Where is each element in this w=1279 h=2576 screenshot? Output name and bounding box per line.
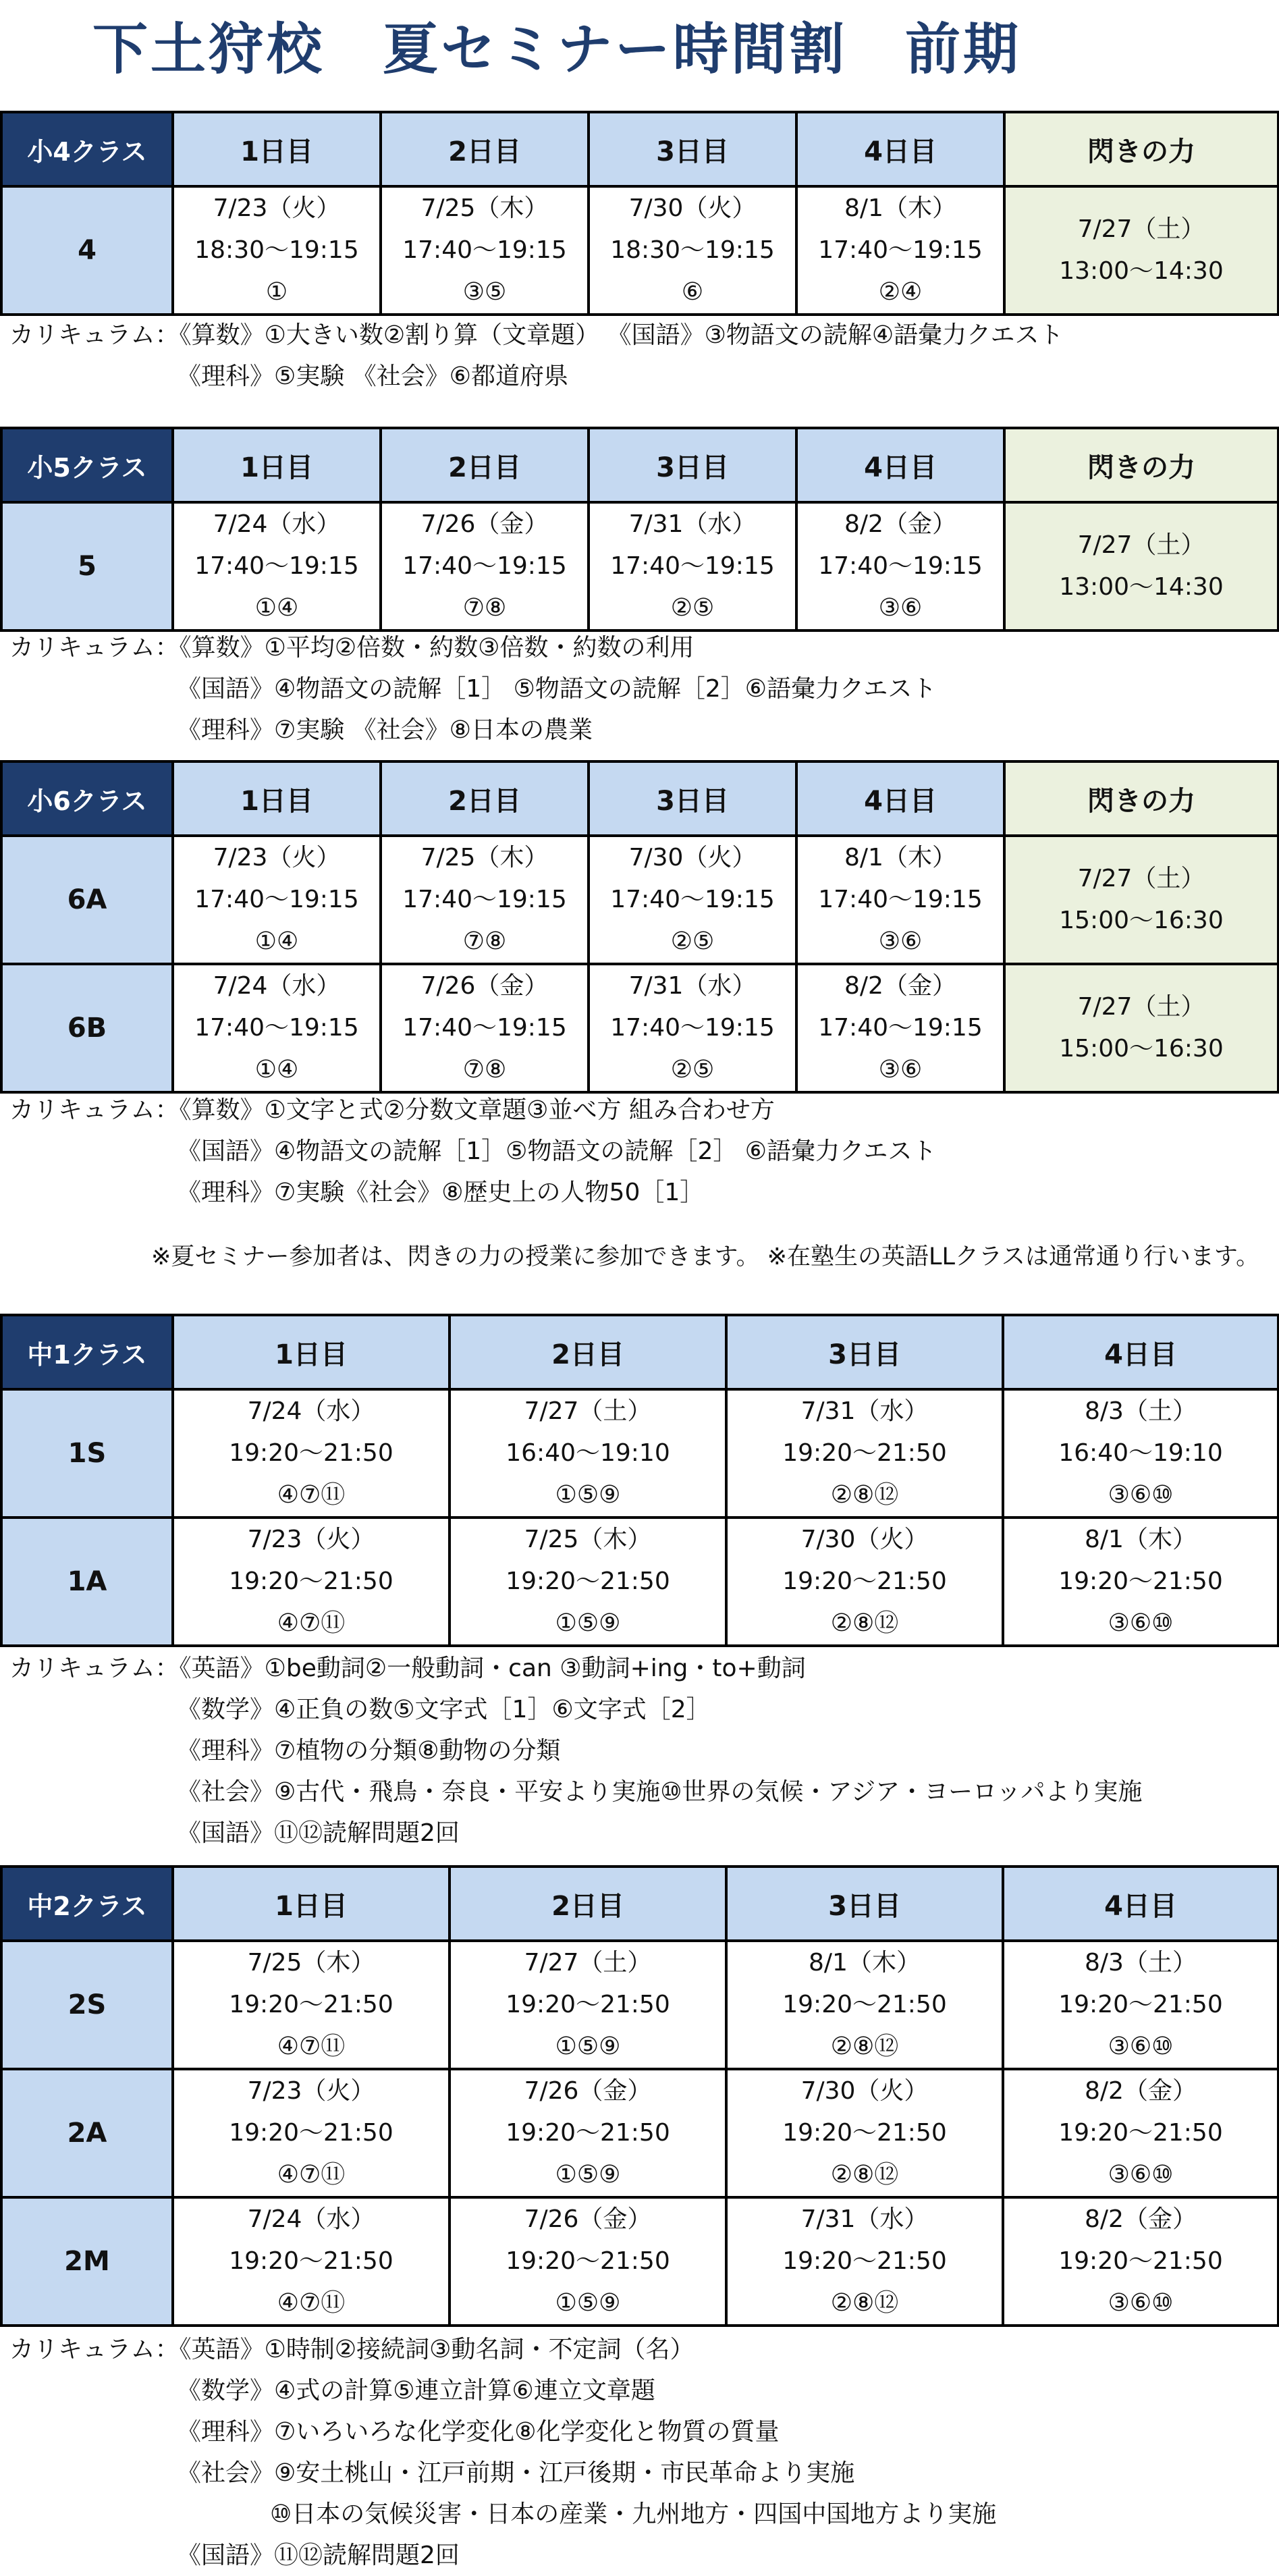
cell-date: 7/30（火） — [800, 2077, 929, 2105]
schedule-cell — [450, 2069, 726, 2197]
group-name: 2M — [1, 2197, 173, 2326]
day-header: 4日目 — [796, 112, 1004, 186]
cell-time: 17:40～19:15 — [194, 1014, 359, 1042]
day-header: 3日目 — [589, 761, 796, 836]
cell-items: ②⑤ — [670, 1056, 715, 1083]
cell-date: 7/27（土） — [1077, 993, 1205, 1021]
cell-time: 19:20～21:50 — [1058, 1567, 1223, 1595]
cell-time: 13:00～14:30 — [1059, 573, 1224, 601]
class-label: 小6クラス — [1, 761, 173, 836]
curriculum-line: 《理科》⑦実験 《社会》⑧日本の農業 — [177, 716, 593, 744]
day-header: 4日目 — [1003, 1867, 1278, 1941]
cell-items: ①⑤⑨ — [555, 1609, 621, 1637]
cell-time: 15:00～16:30 — [1059, 1035, 1224, 1063]
cell-items: ①④ — [254, 594, 299, 622]
cell-items: ②⑧⑫ — [830, 1609, 899, 1637]
hirameki-cell — [1004, 186, 1278, 315]
day-header: 3日目 — [589, 112, 796, 186]
schedule-table-m1 — [0, 1314, 1279, 1647]
cell-date: 8/3（土） — [1085, 1397, 1197, 1425]
curriculum-line: カリキュラム：《算数》①平均②倍数・約数③倍数・約数の利用 — [9, 634, 695, 662]
curriculum-line: 《社会》⑨安土桃山・江戸前期・江戸後期・市民革命より実施 — [177, 2459, 855, 2487]
curriculum-line: カリキュラム：《算数》①文字と式②分数文章題③並べ方 組み合わせ方 — [9, 1096, 775, 1124]
cell-time: 19:20～21:50 — [506, 2119, 670, 2147]
cell-date: 7/27（土） — [524, 1949, 652, 1977]
curriculum-line: カリキュラム：《英語》①時制②接続詞③動名詞・不定詞（名） — [9, 2336, 695, 2363]
hirameki-header: 閃きの力 — [1004, 761, 1278, 836]
cell-items: ②⑤ — [670, 594, 715, 622]
day-header: 1日目 — [173, 112, 381, 186]
cell-date: 7/25（木） — [524, 1526, 652, 1553]
cell-date: 8/2（金） — [844, 510, 956, 538]
cell-items: ②⑧⑫ — [830, 1481, 899, 1509]
cell-date: 7/24（水） — [247, 1397, 375, 1425]
cell-items: ③⑥⑩ — [1108, 1481, 1174, 1509]
curriculum-line: 《数学》④式の計算⑤連立計算⑥連立文章題 — [177, 2377, 655, 2405]
cell-items: ⑦⑧ — [462, 928, 507, 955]
cell-date: 7/26（金） — [420, 972, 549, 1000]
cell-time: 19:20～21:50 — [506, 1567, 670, 1595]
day-header: 3日目 — [726, 1315, 1003, 1389]
cell-time: 16:40～19:10 — [506, 1439, 670, 1467]
cell-date: 7/23（火） — [247, 1526, 375, 1553]
cell-items: ③⑥ — [878, 1056, 923, 1083]
notice-text: ※夏セミナー参加者は、閃きの力の授業に参加できます。 ※在塾生の英語LLクラスは通常通り行います。 — [151, 1243, 1260, 1270]
class-label: 中2クラス — [1, 1867, 173, 1941]
schedule-cell — [589, 186, 796, 315]
day-header: 1日目 — [173, 1867, 450, 1941]
cell-date: 7/25（木） — [247, 1949, 375, 1977]
class-label: 中1クラス — [1, 1315, 173, 1389]
cell-items: ②⑧⑫ — [830, 2033, 899, 2060]
cell-time: 19:20～21:50 — [782, 2247, 947, 2275]
cell-time: 17:40～19:15 — [402, 1014, 567, 1042]
cell-items: ②⑧⑫ — [830, 2161, 899, 2189]
cell-date: 8/3（土） — [1085, 1949, 1197, 1977]
cell-date: 7/23（火） — [213, 844, 341, 871]
schedule-cell — [796, 186, 1004, 315]
cell-time: 17:40～19:15 — [610, 886, 775, 913]
hirameki-cell — [1004, 502, 1278, 630]
schedule-cell — [173, 502, 381, 630]
cell-time: 15:00～16:30 — [1059, 907, 1224, 934]
cell-date: 8/2（金） — [1085, 2205, 1197, 2233]
cell-items: ④⑦⑪ — [277, 2161, 346, 2189]
cell-date: 7/26（金） — [420, 510, 549, 538]
cell-time: 19:20～21:50 — [506, 1991, 670, 2018]
cell-time: 19:20～21:50 — [229, 2247, 393, 2275]
schedule-cell — [381, 964, 589, 1092]
schedule-cell — [726, 1389, 1003, 1518]
cell-time: 17:40～19:15 — [402, 236, 567, 264]
cell-date: 7/25（木） — [420, 194, 549, 222]
curriculum-m2 — [9, 2329, 1272, 2576]
cell-items: ⑥ — [681, 278, 704, 306]
curriculum-line: カリキュラム：《算数》①大きい数②割り算（文章題） 《国語》③物語文の読解④語彙力クエスト — [9, 321, 1064, 349]
schedule-cell — [1003, 1389, 1278, 1518]
schedule-table-s6 — [0, 760, 1279, 1094]
cell-date: 7/31（水） — [800, 1397, 929, 1425]
cell-date: 7/24（水） — [247, 2205, 375, 2233]
schedule-table-s5 — [0, 427, 1279, 632]
curriculum-line: 《理科》⑦実験《社会》⑧歴史上の人物50［1］ — [177, 1179, 705, 1206]
cell-items: ①④ — [254, 928, 299, 955]
cell-date: 8/1（木） — [844, 844, 956, 871]
schedule-cell — [450, 1389, 726, 1518]
group-name: 2S — [1, 1941, 173, 2069]
cell-time: 19:20～21:50 — [229, 1991, 393, 2018]
page-title: 下土狩校 夏セミナー時間割 前期 — [92, 18, 1021, 82]
cell-date: 8/1（木） — [1085, 1526, 1197, 1553]
cell-items: ④⑦⑪ — [277, 1481, 346, 1509]
day-header: 2日目 — [381, 428, 589, 502]
cell-items: ①⑤⑨ — [555, 1481, 621, 1509]
day-header: 2日目 — [450, 1315, 726, 1389]
cell-date: 7/27（土） — [524, 1397, 652, 1425]
cell-time: 17:40～19:15 — [402, 886, 567, 913]
cell-items: ③⑥⑩ — [1108, 2161, 1174, 2189]
schedule-cell — [381, 836, 589, 964]
schedule-cell — [450, 2197, 726, 2326]
curriculum-line: 《社会》⑨古代・飛鳥・奈良・平安より実施⑩世界の気候・アジア・ヨーロッパより実施 — [177, 1778, 1143, 1806]
cell-time: 18:30～19:15 — [194, 236, 359, 264]
schedule-cell — [173, 1941, 450, 2069]
cell-time: 19:20～21:50 — [1058, 1991, 1223, 2018]
cell-time: 17:40～19:15 — [402, 552, 567, 580]
cell-items: ③⑥ — [878, 594, 923, 622]
cell-time: 19:20～21:50 — [782, 2119, 947, 2147]
schedule-cell — [173, 2197, 450, 2326]
cell-date: 8/1（木） — [809, 1949, 921, 1977]
curriculum-s5 — [9, 627, 1272, 751]
cell-time: 13:00～14:30 — [1059, 257, 1224, 285]
schedule-cell — [726, 1518, 1003, 1646]
schedule-cell — [796, 502, 1004, 630]
day-header: 1日目 — [173, 761, 381, 836]
cell-date: 7/27（土） — [1077, 531, 1205, 559]
cell-time: 18:30～19:15 — [610, 236, 775, 264]
day-header: 1日目 — [173, 1315, 450, 1389]
cell-time: 17:40～19:15 — [818, 886, 983, 913]
cell-items: ①⑤⑨ — [555, 2033, 621, 2060]
cell-date: 7/30（火） — [800, 1526, 929, 1553]
cell-date: 8/2（金） — [844, 972, 956, 1000]
schedule-cell — [589, 836, 796, 964]
cell-time: 19:20～21:50 — [506, 2247, 670, 2275]
schedule-cell — [726, 1941, 1003, 2069]
day-header: 3日目 — [726, 1867, 1003, 1941]
day-header: 4日目 — [796, 761, 1004, 836]
cell-time: 17:40～19:15 — [610, 1014, 775, 1042]
schedule-cell — [589, 964, 796, 1092]
cell-time: 17:40～19:15 — [818, 1014, 983, 1042]
schedule-cell — [1003, 1941, 1278, 2069]
cell-time: 17:40～19:15 — [818, 236, 983, 264]
schedule-cell — [1003, 2069, 1278, 2197]
schedule-cell — [173, 1518, 450, 1646]
cell-date: 7/23（火） — [247, 2077, 375, 2105]
cell-date: 7/27（土） — [1077, 865, 1205, 892]
hirameki-header: 閃きの力 — [1004, 428, 1278, 502]
schedule-cell — [173, 186, 381, 315]
cell-time: 19:20～21:50 — [229, 1439, 393, 1467]
curriculum-line: カリキュラム：《英語》①be動詞②一般動詞・can ③動詞+ing・to+動詞 — [9, 1655, 806, 1682]
day-header: 2日目 — [381, 761, 589, 836]
day-header: 1日目 — [173, 428, 381, 502]
day-header: 2日目 — [450, 1867, 726, 1941]
cell-items: ③⑥⑩ — [1108, 1609, 1174, 1637]
cell-date: 7/25（木） — [420, 844, 549, 871]
curriculum-m1 — [9, 1648, 1272, 1854]
cell-date: 7/30（火） — [628, 844, 757, 871]
schedule-cell — [726, 2069, 1003, 2197]
hirameki-cell — [1004, 836, 1278, 964]
cell-time: 16:40～19:10 — [1058, 1439, 1223, 1467]
cell-time: 19:20～21:50 — [229, 2119, 393, 2147]
schedule-table-m2 — [0, 1865, 1279, 2327]
group-name: 6A — [1, 836, 173, 964]
cell-items: ②⑤ — [670, 928, 715, 955]
schedule-cell — [796, 836, 1004, 964]
cell-time: 19:20～21:50 — [1058, 2247, 1223, 2275]
cell-time: 17:40～19:15 — [610, 552, 775, 580]
cell-date: 7/24（水） — [213, 510, 341, 538]
class-label: 小4クラス — [1, 112, 173, 186]
cell-items: ②⑧⑫ — [830, 2289, 899, 2317]
cell-date: 7/30（火） — [628, 194, 757, 222]
cell-time: 19:20～21:50 — [782, 1567, 947, 1595]
cell-date: 7/31（水） — [628, 510, 757, 538]
hirameki-header: 閃きの力 — [1004, 112, 1278, 186]
cell-date: 7/27（土） — [1077, 215, 1205, 243]
schedule-cell — [173, 1389, 450, 1518]
cell-items: ②④ — [878, 278, 923, 306]
cell-time: 19:20～21:50 — [782, 1439, 947, 1467]
curriculum-line: 《理科》⑤実験 《社会》⑥都道府県 — [177, 363, 568, 390]
cell-items: ④⑦⑪ — [277, 1609, 346, 1637]
cell-date: 8/1（木） — [844, 194, 956, 222]
group-name: 5 — [1, 502, 173, 630]
schedule-cell — [726, 2197, 1003, 2326]
schedule-cell — [796, 964, 1004, 1092]
cell-date: 8/2（金） — [1085, 2077, 1197, 2105]
day-header: 4日目 — [796, 428, 1004, 502]
group-name: 1A — [1, 1518, 173, 1646]
group-name: 2A — [1, 2069, 173, 2197]
curriculum-s4 — [9, 315, 1272, 397]
schedule-cell — [1003, 1518, 1278, 1646]
schedule-cell — [450, 1518, 726, 1646]
day-header: 2日目 — [381, 112, 589, 186]
group-name: 6B — [1, 964, 173, 1092]
group-name: 1S — [1, 1389, 173, 1518]
cell-time: 17:40～19:15 — [194, 552, 359, 580]
group-name: 4 — [1, 186, 173, 315]
curriculum-s6 — [9, 1090, 1272, 1213]
cell-time: 17:40～19:15 — [194, 886, 359, 913]
curriculum-line: 《理科》⑦いろいろな化学変化⑧化学変化と物質の質量 — [177, 2418, 780, 2446]
hirameki-cell — [1004, 964, 1278, 1092]
curriculum-line: ⑩日本の気候災害・日本の産業・九州地方・四国中国地方より実施 — [270, 2500, 997, 2528]
curriculum-line: 《国語》⑪⑫読解問題2回 — [177, 1819, 460, 1847]
cell-date: 7/31（水） — [800, 2205, 929, 2233]
schedule-cell — [589, 502, 796, 630]
schedule-cell — [381, 186, 589, 315]
cell-items: ③⑥ — [878, 928, 923, 955]
curriculum-line: 《国語》④物語文の読解［1］⑤物語文の読解［2］ ⑥語彙力クエスト — [177, 1137, 937, 1165]
cell-items: ①④ — [254, 1056, 299, 1083]
schedule-cell — [173, 964, 381, 1092]
cell-date: 7/26（金） — [524, 2205, 652, 2233]
cell-date: 7/24（水） — [213, 972, 341, 1000]
schedule-cell — [381, 502, 589, 630]
cell-time: 17:40～19:15 — [818, 552, 983, 580]
schedule-cell — [173, 836, 381, 964]
schedule-cell — [1003, 2197, 1278, 2326]
cell-items: ④⑦⑪ — [277, 2033, 346, 2060]
cell-items: ③⑤ — [462, 278, 507, 306]
day-header: 4日目 — [1003, 1315, 1278, 1389]
cell-items: ④⑦⑪ — [277, 2289, 346, 2317]
day-header: 3日目 — [589, 428, 796, 502]
cell-time: 19:20～21:50 — [229, 1567, 393, 1595]
cell-time: 19:20～21:50 — [782, 1991, 947, 2018]
curriculum-line: 《国語》④物語文の読解［1］ ⑤物語文の読解［2］⑥語彙力クエスト — [177, 675, 937, 703]
curriculum-line: 《国語》⑪⑫読解問題2回 — [177, 2542, 460, 2569]
curriculum-line: 《理科》⑦植物の分類⑧動物の分類 — [177, 1737, 561, 1765]
cell-items: ③⑥⑩ — [1108, 2289, 1174, 2317]
curriculum-line: 《数学》④正負の数⑤文字式［1］⑥文字式［2］ — [177, 1696, 711, 1723]
schedule-table-s4 — [0, 111, 1279, 316]
cell-items: ①⑤⑨ — [555, 2289, 621, 2317]
cell-time: 19:20～21:50 — [1058, 2119, 1223, 2147]
cell-items: ⑦⑧ — [462, 1056, 507, 1083]
cell-items: ① — [265, 278, 288, 306]
cell-date: 7/23（火） — [213, 194, 341, 222]
cell-items: ⑦⑧ — [462, 594, 507, 622]
cell-items: ③⑥⑩ — [1108, 2033, 1174, 2060]
schedule-cell — [173, 2069, 450, 2197]
cell-date: 7/26（金） — [524, 2077, 652, 2105]
class-label: 小5クラス — [1, 428, 173, 502]
cell-date: 7/31（水） — [628, 972, 757, 1000]
cell-items: ①⑤⑨ — [555, 2161, 621, 2189]
schedule-cell — [450, 1941, 726, 2069]
